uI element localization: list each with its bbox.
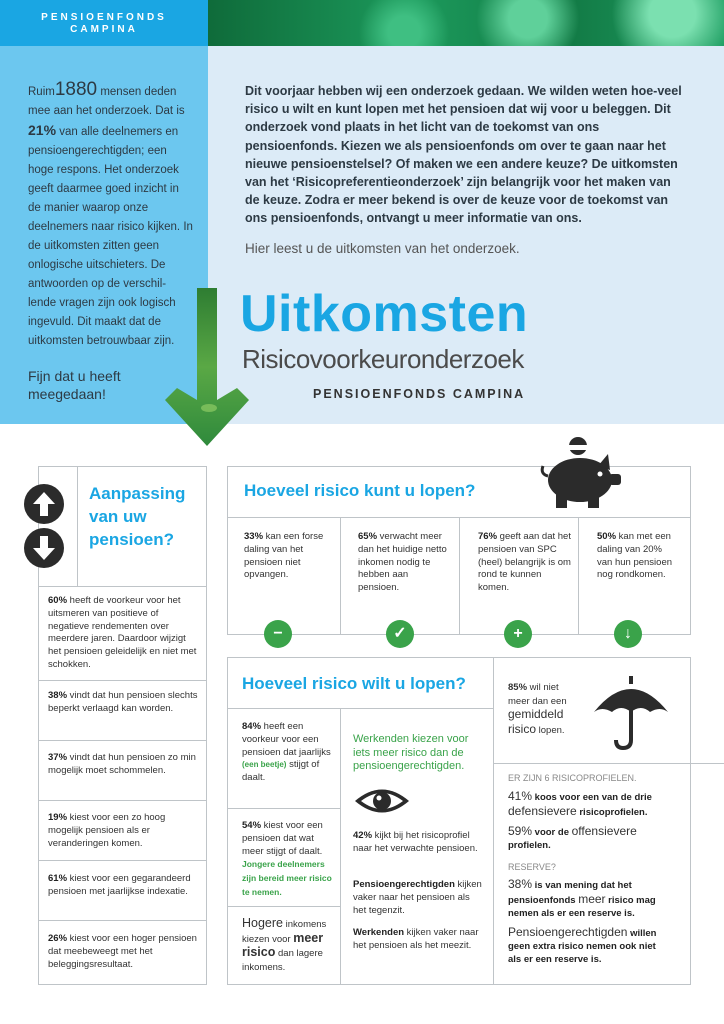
kunt-col-1: 33% kan een forse daling van het pensioen niet opvangen. [244, 531, 324, 581]
minus-icon: − [264, 620, 292, 648]
umbrella-icon [592, 676, 670, 750]
header [0, 0, 724, 46]
reserve-item-2: Pensioengerechtigden willen geen extra risico nemen ook niet als er een reserve is. [508, 925, 657, 965]
page-title: Uitkomsten [240, 285, 529, 343]
reserve-heading: RESERVE? [508, 862, 556, 872]
plus-icon: + [504, 620, 532, 648]
respons-text: Ruim1880 mensen deden mee aan het onderzoek. Dat is 21% van alle deelnemers en pensioengerechtigden; een hoge respons. Het onderzoek geeft daarmee goed inzicht in de manier waarop onze deelnemers naar risico kijken. In de uitkomsten zitten geen onlogische uitschieters. De antwoorden op de verschil-lende vragen zijn ook logisch ingevuld. Dit maakt dat de uitkomsten betrouwbaar zijn. [28, 79, 193, 347]
check-icon: ✓ [386, 620, 414, 648]
brand-line-1: PENSIOENFONDS [41, 12, 167, 23]
wilt-col2-item-2: Pensioengerechtigden kijken vaker naar het pensioen als het tegenzit. [353, 879, 482, 916]
arrow-down-small-icon: ↓ [614, 620, 642, 648]
wilt-col1-item-1: 84% heeft een voorkeur voor een pensioen dat jaarlijks (een beetje) stijgt of daalt. [242, 721, 331, 784]
arrow-up-icon [24, 484, 64, 524]
profile-item-1: 41% koos voor een van de drie defensievere risicoprofielen. [508, 789, 652, 818]
profiles-heading: ER ZIJN 6 RISICOPROFIELEN. [508, 773, 637, 783]
brand-logo [0, 0, 208, 46]
arrow-down-icon [24, 528, 64, 568]
thanks-text: Fijn dat u heeft meegedaan! [28, 368, 121, 402]
kunt-col-4: 50% kan met een daling van 20% van hun pensioen nog rondkomen. [597, 531, 673, 581]
wilt-col3-top-text: 85% wil niet meer dan een gemiddeld risico lopen. [508, 682, 567, 736]
profile-item-2: 59% voor de offensievere profielen. [508, 824, 637, 851]
eye-icon [353, 784, 411, 818]
kunt-heading: Hoeveel risico kunt u lopen? [244, 481, 476, 500]
piggy-bank-icon [540, 436, 624, 510]
wilt-col2-green-text: Werkenden kiezen voor iets meer risico dan de pensioengerechtigden. [353, 733, 469, 772]
right-intro-panel [208, 46, 724, 424]
page-subtitle: Risicovoorkeuronderzoek [242, 344, 524, 374]
aanpassing-item-3: 37% vindt dat hun pensioen zo min mogelijk moet schommelen. [48, 752, 196, 776]
participant-count: 1880 [54, 79, 98, 100]
kunt-col-2: 65% verwacht meer dan het huidige netto inkomen nodig te hebben aan pensioen. [358, 531, 447, 594]
title-organisation: PENSIOENFONDS CAMPINA [313, 387, 526, 401]
aanpassing-heading: Aanpassing van uw pensioen? [89, 484, 186, 549]
response-percent: 21% [28, 122, 57, 138]
aanpassing-item-5: 61% kiest voor een gegarandeerd pensioen met jaarlijkse indexatie. [48, 873, 191, 897]
intro-hier-text: Hier leest u de uitkomsten van het onderzoek. [245, 241, 520, 256]
aanpassing-item-1: 60% heeft de voorkeur voor het uitsmeren van positieve of negatieve rendementen over meerdere jaren. Daardoor wijzigt het pensioen geleidelijk en niet met schokken. [48, 595, 197, 670]
aanpassing-item-4: 19% kiest voor een zo hoog mogelijk pensioen als er veranderingen komen. [48, 812, 166, 849]
intro-text: Dit voorjaar hebben wij een onderzoek gedaan. We wilden weten hoe-veel risico u wilt en kunt lopen met het pensioen dat wij voor u beleggen. Dit onderzoek vond plaats in het licht van de toekomst van ons pensioenfonds. Kiezen we als pensioenfonds om over te gaan naar het nieuwe pensioenstelsel? Of maken we een andere keuze? De uitkomsten van het ‘Risicopreferentieonderzoek’ zijn belangrijk voor het maken van de keuze. Zodra er meer bekend is over de keuze voor de toekomst van ons pensioenfonds, ontvangt u meer informatie van ons. [245, 84, 682, 226]
brand-line-2: CAMPINA [70, 24, 138, 35]
wilt-col1-item-2: 54% kiest voor een pensioen dat wat meer stijgt of daalt. Jongere deelnemers zijn bereid meer risico te nemen. [242, 820, 332, 897]
wilt-col2-item-1: 42% kijkt bij het risicoprofiel naar het verwachte pensioen. [353, 830, 478, 854]
wilt-col1-item-3: Hogere inkomens kiezen voor meer risico dan lagere inkomens. [242, 916, 327, 973]
aanpassing-item-6: 26% kiest voor een hoger pensioen dat meebeweegt met het beleggingsresultaat. [48, 933, 197, 970]
reserve-item-1: 38% is van mening dat het pensioenfonds meer risico mag nemen als er een reserve is. [508, 877, 656, 919]
wilt-heading: Hoeveel risico wilt u lopen? [242, 674, 466, 693]
down-arrow-icon [165, 288, 249, 448]
kunt-col-3: 76% geeft aan dat het pensioen van SPC (heel) belangrijk is om rond te kunnen komen. [478, 531, 571, 594]
header-photo [208, 0, 724, 46]
wilt-col2-item-3: Werkenden kijken vaker naar het pensioen als het meezit. [353, 927, 479, 951]
aanpassing-item-2: 38% vindt dat hun pensioen slechts beperkt verlaagd kan worden. [48, 690, 198, 714]
